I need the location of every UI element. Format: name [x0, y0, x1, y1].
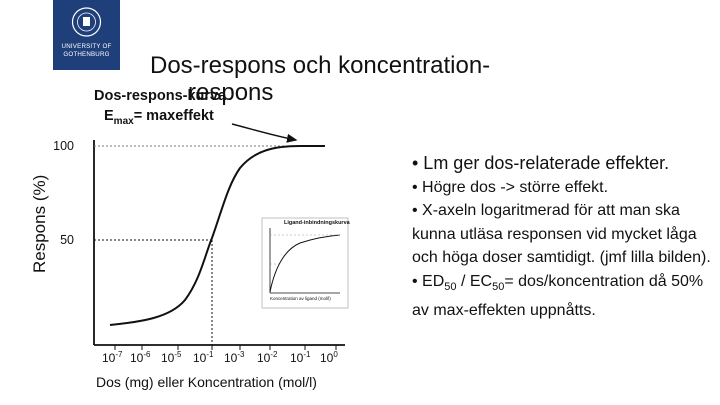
- y-axis-label: Respons (%): [30, 174, 49, 273]
- inset-title: Ligand-inbindningskurva: [284, 220, 350, 226]
- bullet-3: • X-axeln logaritmerad för att man ska kunna utläsa responsen vid mycket låga och höga doser samtidigt. (jmf lilla bilden).: [412, 202, 711, 266]
- bullet-4: • $ED_{50} / EC_{50}=$ dos/koncentration då 50% av max-effekten uppnåtts.: [412, 272, 704, 320]
- emax-arrow: [232, 124, 296, 140]
- y-tick-50: 50: [60, 233, 74, 247]
- logo-text-line1: UNIVERSITY OF: [61, 43, 112, 50]
- emax-label: $E_{max}=$ maxeffekt: [104, 108, 214, 127]
- slide-title-line2: respons: [188, 79, 274, 106]
- x-tick-label: $10^{-7}$: [102, 350, 123, 365]
- logo-text-line2: GOTHENBURG: [63, 51, 110, 58]
- x-tick-label: $10^{-2}$: [257, 350, 278, 365]
- x-tick-label: $10^{-3}$: [224, 350, 245, 365]
- x-tick-label: $10^{-1}$: [290, 350, 311, 365]
- x-axis-label: Dos (mg) eller Koncentration (mol/l): [96, 374, 317, 390]
- inset-frame: [262, 218, 348, 308]
- inset-x-label: Koncentration av ligand (mol/l): [270, 296, 331, 301]
- y-tick-100: 100: [53, 139, 74, 153]
- x-tick-label: $10^{-6}$: [130, 350, 151, 365]
- x-tick-label: $10^{-5}$: [161, 350, 182, 365]
- bullet-list: [412, 152, 717, 323]
- x-tick-label: $10^0$: [320, 350, 338, 365]
- slide-title-line1: Dos-respons och koncentration-: [150, 52, 491, 79]
- figure-label: Dos-respons-kurva: [94, 88, 227, 104]
- bullet-2: • Högre dos -> större effekt.: [412, 178, 609, 196]
- bullet-1: • Lm ger dos-relaterade effekter.: [412, 153, 670, 173]
- x-tick-label: $10^{-1}$: [193, 350, 214, 365]
